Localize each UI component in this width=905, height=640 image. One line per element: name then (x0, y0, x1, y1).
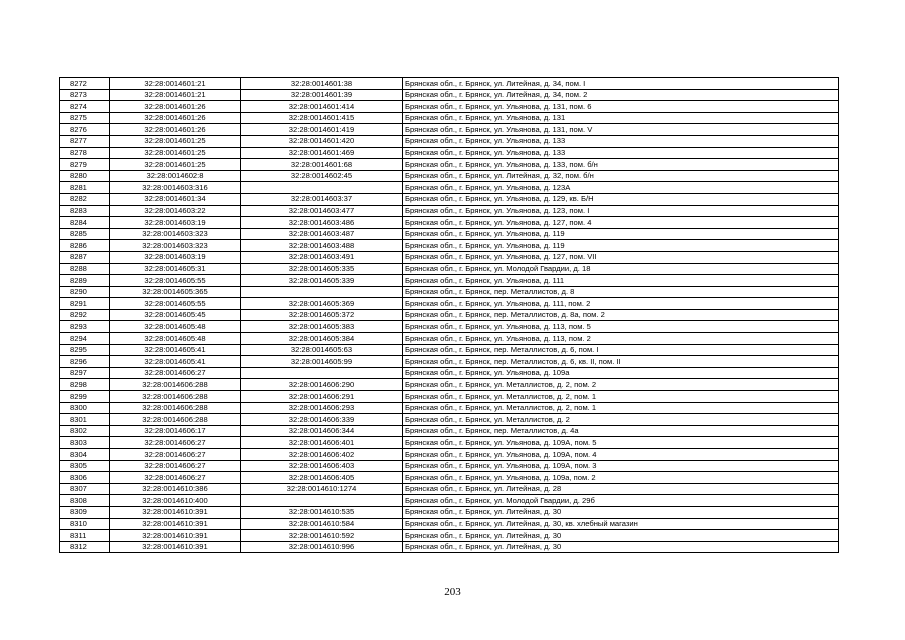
table-row (60, 263, 839, 275)
cadastral-registry-table (59, 77, 839, 553)
parcel-number-cell: 32:28:0014603:323 (110, 228, 241, 240)
table-row (60, 170, 839, 182)
row-number-cell: 8310 (60, 518, 110, 530)
parcel-number-cell: 32:28:0014610:391 (110, 530, 241, 542)
parcel-number-cell: 32:28:0014610:391 (110, 506, 241, 518)
table-row (60, 182, 839, 194)
table-row (60, 101, 839, 113)
object-number-cell: 32:28:0014606:401 (241, 437, 403, 449)
address-cell: Брянская обл., г. Брянск, ул. Литейная, д. 34, пом. 2 (403, 89, 839, 101)
row-number-cell: 8311 (60, 530, 110, 542)
address-cell: Брянская обл., г. Брянск, ул. Ульянова, д. 111 (403, 275, 839, 287)
address-cell: Брянская обл., г. Брянск, ул. Металлистов, д. 2 (403, 414, 839, 426)
table-row (60, 112, 839, 124)
parcel-number-cell: 32:28:0014602:8 (110, 170, 241, 182)
object-number-cell: 32:28:0014602:45 (241, 170, 403, 182)
address-cell: Брянская обл., г. Брянск, ул. Металлистов, д. 2, пом. 1 (403, 402, 839, 414)
address-cell: Брянская обл., г. Брянск, ул. Ульянова, д. 113, пом. 5 (403, 321, 839, 333)
object-number-cell: 32:28:0014606:339 (241, 414, 403, 426)
address-cell: Брянская обл., г. Брянск, ул. Молодой Гвардии, д. 18 (403, 263, 839, 275)
row-number-cell: 8289 (60, 275, 110, 287)
object-number-cell: 32:28:0014601:415 (241, 112, 403, 124)
parcel-number-cell: 32:28:0014601:26 (110, 124, 241, 136)
parcel-number-cell: 32:28:0014606:288 (110, 414, 241, 426)
parcel-number-cell: 32:28:0014605:365 (110, 286, 241, 298)
row-number-cell: 8293 (60, 321, 110, 333)
row-number-cell: 8303 (60, 437, 110, 449)
parcel-number-cell: 32:28:0014601:26 (110, 112, 241, 124)
row-number-cell: 8287 (60, 251, 110, 263)
parcel-number-cell: 32:28:0014603:323 (110, 240, 241, 252)
address-cell: Брянская обл., г. Брянск, ул. Литейная, д. 30 (403, 506, 839, 518)
parcel-number-cell: 32:28:0014605:45 (110, 309, 241, 321)
row-number-cell: 8283 (60, 205, 110, 217)
parcel-number-cell: 32:28:0014605:31 (110, 263, 241, 275)
object-number-cell: 32:28:0014610:535 (241, 506, 403, 518)
table-row (60, 449, 839, 461)
object-number-cell: 32:28:0014601:414 (241, 101, 403, 113)
parcel-number-cell: 32:28:0014603:316 (110, 182, 241, 194)
row-number-cell: 8305 (60, 460, 110, 472)
object-number-cell: 32:28:0014605:63 (241, 344, 403, 356)
row-number-cell: 8275 (60, 112, 110, 124)
table-row (60, 205, 839, 217)
row-number-cell: 8277 (60, 135, 110, 147)
row-number-cell: 8309 (60, 506, 110, 518)
object-number-cell: 32:28:0014606:402 (241, 449, 403, 461)
object-number-cell: 32:28:0014601:419 (241, 124, 403, 136)
object-number-cell: 32:28:0014601:39 (241, 89, 403, 101)
row-number-cell: 8298 (60, 379, 110, 391)
parcel-number-cell: 32:28:0014605:48 (110, 321, 241, 333)
parcel-number-cell: 32:28:0014601:25 (110, 147, 241, 159)
address-cell: Брянская обл., г. Брянск, пер. Металлистов, д. 6, кв. II, пом. II (403, 356, 839, 368)
row-number-cell: 8306 (60, 472, 110, 484)
object-number-cell: 32:28:0014605:384 (241, 333, 403, 345)
address-cell: Брянская обл., г. Брянск, ул. Литейная, д. 28 (403, 483, 839, 495)
object-number-cell: 32:28:0014601:469 (241, 147, 403, 159)
registry-table-body (60, 78, 839, 553)
table-row (60, 240, 839, 252)
parcel-number-cell: 32:28:0014603:19 (110, 251, 241, 263)
parcel-number-cell: 32:28:0014601:21 (110, 89, 241, 101)
object-number-cell: 32:28:0014605:335 (241, 263, 403, 275)
table-row (60, 333, 839, 345)
row-number-cell: 8276 (60, 124, 110, 136)
row-number-cell: 8291 (60, 298, 110, 310)
address-cell: Брянская обл., г. Брянск, ул. Металлистов, д. 2, пом. 1 (403, 391, 839, 403)
object-number-cell: 32:28:0014610:584 (241, 518, 403, 530)
object-number-cell: 32:28:0014603:37 (241, 193, 403, 205)
object-number-cell: 32:28:0014603:486 (241, 217, 403, 229)
address-cell: Брянская обл., г. Брянск, ул. Ульянова, д. 127, пом. VII (403, 251, 839, 263)
row-number-cell: 8312 (60, 541, 110, 553)
table-row (60, 506, 839, 518)
address-cell: Брянская обл., г. Брянск, ул. Ульянова, д. 129, кв. Б/Н (403, 193, 839, 205)
table-row (60, 391, 839, 403)
table-row (60, 460, 839, 472)
address-cell: Брянская обл., г. Брянск, ул. Литейная, д. 32, пом. б/н (403, 170, 839, 182)
table-row (60, 275, 839, 287)
address-cell: Брянская обл., г. Брянск, ул. Ульянова, д. 109а, пом. 2 (403, 472, 839, 484)
address-cell: Брянская обл., г. Брянск, ул. Ульянова, д. 111, пом. 2 (403, 298, 839, 310)
table-row (60, 356, 839, 368)
address-cell: Брянская обл., г. Брянск, пер. Металлистов, д. 6, пом. I (403, 344, 839, 356)
parcel-number-cell: 32:28:0014605:55 (110, 275, 241, 287)
parcel-number-cell: 32:28:0014603:22 (110, 205, 241, 217)
address-cell: Брянская обл., г. Брянск, ул. Литейная, д. 30 (403, 530, 839, 542)
address-cell: Брянская обл., г. Брянск, ул. Литейная, д. 30, кв. хлебный магазин (403, 518, 839, 530)
row-number-cell: 8295 (60, 344, 110, 356)
row-number-cell: 8292 (60, 309, 110, 321)
table-row (60, 344, 839, 356)
parcel-number-cell: 32:28:0014606:27 (110, 367, 241, 379)
table-row (60, 228, 839, 240)
object-number-cell: 32:28:0014605:99 (241, 356, 403, 368)
address-cell: Брянская обл., г. Брянск, ул. Литейная, д. 30 (403, 541, 839, 553)
table-row (60, 251, 839, 263)
row-number-cell: 8280 (60, 170, 110, 182)
parcel-number-cell: 32:28:0014601:21 (110, 78, 241, 90)
parcel-number-cell: 32:28:0014601:25 (110, 135, 241, 147)
address-cell: Брянская обл., г. Брянск, ул. Молодой Гвардии, д. 29б (403, 495, 839, 507)
object-number-cell: 32:28:0014606:290 (241, 379, 403, 391)
row-number-cell: 8307 (60, 483, 110, 495)
parcel-number-cell: 32:28:0014606:288 (110, 402, 241, 414)
row-number-cell: 8290 (60, 286, 110, 298)
object-number-cell: 32:28:0014610:996 (241, 541, 403, 553)
parcel-number-cell: 32:28:0014610:391 (110, 518, 241, 530)
table-row (60, 425, 839, 437)
table-row (60, 414, 839, 426)
object-number-cell: 32:28:0014601:420 (241, 135, 403, 147)
parcel-number-cell: 32:28:0014603:19 (110, 217, 241, 229)
address-cell: Брянская обл., г. Брянск, ул. Металлистов, д. 2, пом. 2 (403, 379, 839, 391)
row-number-cell: 8281 (60, 182, 110, 194)
object-number-cell (241, 367, 403, 379)
table-row (60, 321, 839, 333)
parcel-number-cell: 32:28:0014606:27 (110, 437, 241, 449)
address-cell: Брянская обл., г. Брянск, ул. Ульянова, д. 109А, пом. 3 (403, 460, 839, 472)
parcel-number-cell: 32:28:0014606:27 (110, 449, 241, 461)
object-number-cell: 32:28:0014605:339 (241, 275, 403, 287)
table-row (60, 78, 839, 90)
row-number-cell: 8274 (60, 101, 110, 113)
parcel-number-cell: 32:28:0014610:400 (110, 495, 241, 507)
object-number-cell: 32:28:0014603:491 (241, 251, 403, 263)
table-row (60, 89, 839, 101)
row-number-cell: 8273 (60, 89, 110, 101)
table-row (60, 159, 839, 171)
row-number-cell: 8297 (60, 367, 110, 379)
parcel-number-cell: 32:28:0014606:27 (110, 460, 241, 472)
address-cell: Брянская обл., г. Брянск, ул. Ульянова, д. 131 (403, 112, 839, 124)
address-cell: Брянская обл., г. Брянск, ул. Ульянова, д. 109а (403, 367, 839, 379)
table-row (60, 379, 839, 391)
address-cell: Брянская обл., г. Брянск, пер. Металлистов, д. 8а, пом. 2 (403, 309, 839, 321)
address-cell: Брянская обл., г. Брянск, ул. Литейная, д. 34, пом. I (403, 78, 839, 90)
row-number-cell: 8272 (60, 78, 110, 90)
address-cell: Брянская обл., г. Брянск, ул. Ульянова, д. 123, пом. I (403, 205, 839, 217)
address-cell: Брянская обл., г. Брянск, ул. Ульянова, д. 127, пом. 4 (403, 217, 839, 229)
table-row (60, 135, 839, 147)
table-row (60, 217, 839, 229)
table-row (60, 495, 839, 507)
row-number-cell: 8285 (60, 228, 110, 240)
table-row (60, 518, 839, 530)
row-number-cell: 8279 (60, 159, 110, 171)
object-number-cell: 32:28:0014606:293 (241, 402, 403, 414)
object-number-cell: 32:28:0014606:291 (241, 391, 403, 403)
parcel-number-cell: 32:28:0014606:288 (110, 391, 241, 403)
object-number-cell (241, 495, 403, 507)
address-cell: Брянская обл., г. Брянск, ул. Ульянова, д. 113, пом. 2 (403, 333, 839, 345)
parcel-number-cell: 32:28:0014606:17 (110, 425, 241, 437)
object-number-cell: 32:28:0014605:369 (241, 298, 403, 310)
object-number-cell: 32:28:0014601:38 (241, 78, 403, 90)
table-row (60, 472, 839, 484)
table-row (60, 541, 839, 553)
row-number-cell: 8296 (60, 356, 110, 368)
address-cell: Брянская обл., г. Брянск, ул. Ульянова, д. 133 (403, 135, 839, 147)
object-number-cell: 32:28:0014605:372 (241, 309, 403, 321)
address-cell: Брянская обл., г. Брянск, ул. Ульянова, д. 109А, пом. 4 (403, 449, 839, 461)
address-cell: Брянская обл., г. Брянск, ул. Ульянова, д. 133, пом. б/н (403, 159, 839, 171)
object-number-cell: 32:28:0014610:592 (241, 530, 403, 542)
object-number-cell: 32:28:0014606:403 (241, 460, 403, 472)
object-number-cell: 32:28:0014603:487 (241, 228, 403, 240)
parcel-number-cell: 32:28:0014606:27 (110, 472, 241, 484)
table-row (60, 402, 839, 414)
parcel-number-cell: 32:28:0014601:34 (110, 193, 241, 205)
row-number-cell: 8308 (60, 495, 110, 507)
object-number-cell: 32:28:0014603:477 (241, 205, 403, 217)
row-number-cell: 8294 (60, 333, 110, 345)
parcel-number-cell: 32:28:0014605:48 (110, 333, 241, 345)
table-row (60, 147, 839, 159)
page-number: 203 (444, 586, 461, 598)
table-row (60, 437, 839, 449)
row-number-cell: 8299 (60, 391, 110, 403)
row-number-cell: 8286 (60, 240, 110, 252)
address-cell: Брянская обл., г. Брянск, ул. Ульянова, д. 109А, пом. 5 (403, 437, 839, 449)
parcel-number-cell: 32:28:0014606:288 (110, 379, 241, 391)
object-number-cell: 32:28:0014605:383 (241, 321, 403, 333)
row-number-cell: 8304 (60, 449, 110, 461)
address-cell: Брянская обл., г. Брянск, ул. Ульянова, д. 123А (403, 182, 839, 194)
parcel-number-cell: 32:28:0014605:41 (110, 356, 241, 368)
row-number-cell: 8302 (60, 425, 110, 437)
address-cell: Брянская обл., г. Брянск, ул. Ульянова, д. 131, пом. V (403, 124, 839, 136)
object-number-cell: 32:28:0014601:68 (241, 159, 403, 171)
row-number-cell: 8288 (60, 263, 110, 275)
table-row (60, 309, 839, 321)
table-row (60, 193, 839, 205)
parcel-number-cell: 32:28:0014610:391 (110, 541, 241, 553)
address-cell: Брянская обл., г. Брянск, ул. Ульянова, д. 119 (403, 240, 839, 252)
address-cell: Брянская обл., г. Брянск, ул. Ульянова, д. 133 (403, 147, 839, 159)
address-cell: Брянская обл., г. Брянск, пер. Металлистов, д. 8 (403, 286, 839, 298)
address-cell: Брянская обл., г. Брянск, ул. Ульянова, д. 119 (403, 228, 839, 240)
row-number-cell: 8282 (60, 193, 110, 205)
object-number-cell: 32:28:0014606:405 (241, 472, 403, 484)
row-number-cell: 8300 (60, 402, 110, 414)
object-number-cell (241, 182, 403, 194)
parcel-number-cell: 32:28:0014601:26 (110, 101, 241, 113)
object-number-cell (241, 286, 403, 298)
object-number-cell: 32:28:0014606:344 (241, 425, 403, 437)
parcel-number-cell: 32:28:0014605:41 (110, 344, 241, 356)
row-number-cell: 8301 (60, 414, 110, 426)
table-row (60, 530, 839, 542)
parcel-number-cell: 32:28:0014601:25 (110, 159, 241, 171)
parcel-number-cell: 32:28:0014605:55 (110, 298, 241, 310)
address-cell: Брянская обл., г. Брянск, пер. Металлистов, д. 4а (403, 425, 839, 437)
table-row (60, 124, 839, 136)
row-number-cell: 8278 (60, 147, 110, 159)
table-row (60, 367, 839, 379)
row-number-cell: 8284 (60, 217, 110, 229)
object-number-cell: 32:28:0014603:488 (241, 240, 403, 252)
parcel-number-cell: 32:28:0014610:386 (110, 483, 241, 495)
object-number-cell: 32:28:0014610:1274 (241, 483, 403, 495)
address-cell: Брянская обл., г. Брянск, ул. Ульянова, д. 131, пом. 6 (403, 101, 839, 113)
table-row (60, 483, 839, 495)
table-row (60, 286, 839, 298)
table-row (60, 298, 839, 310)
